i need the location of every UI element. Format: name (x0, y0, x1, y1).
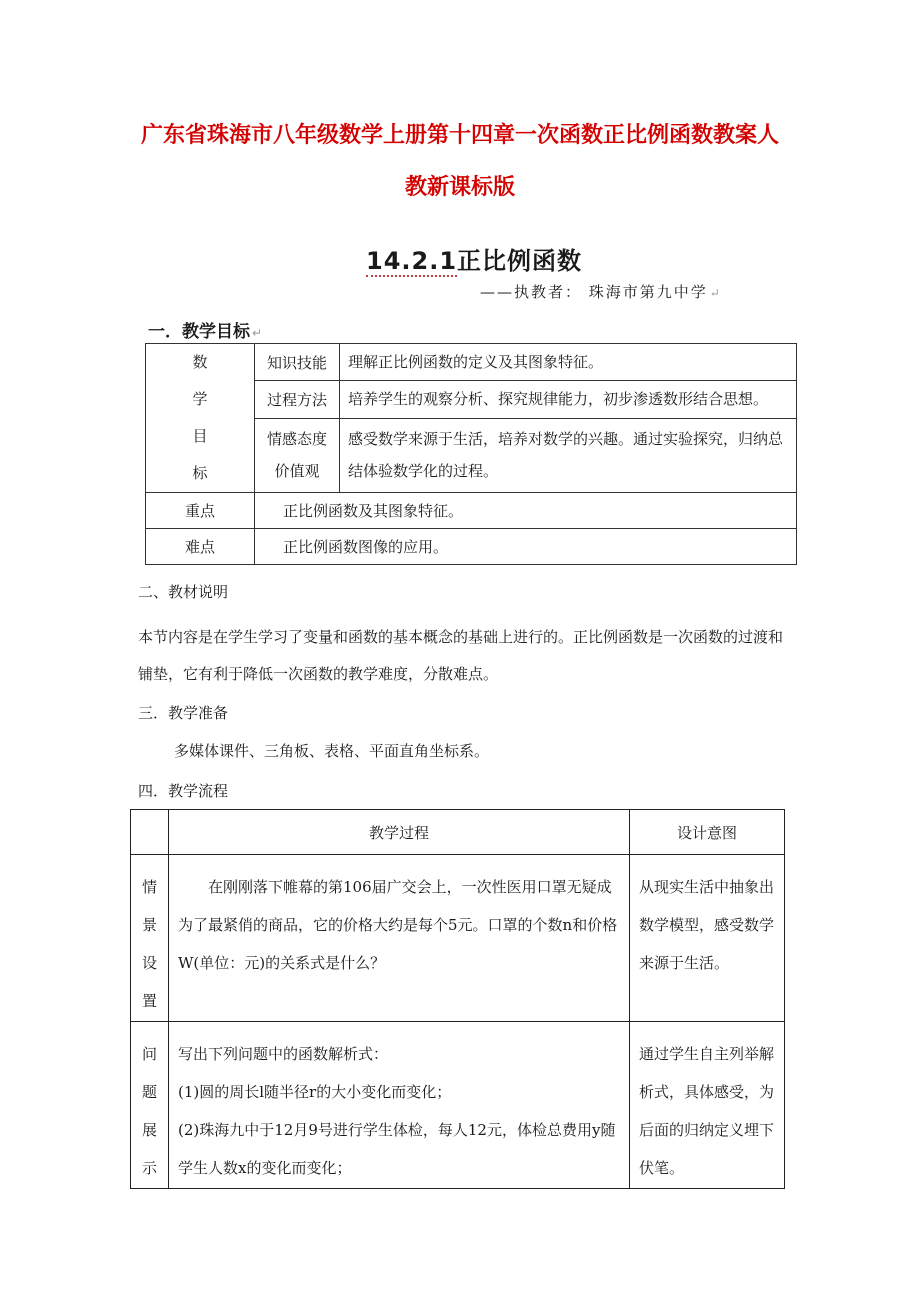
return-mark-icon: ↵ (252, 326, 263, 340)
goal-content-process: 培养学生的观察分析、探究规律能力，初步渗透数形结合思想。 (340, 381, 797, 418)
return-mark-icon: ↵ (709, 286, 722, 300)
difficulty-content: 正比例函数图像的应用。 (255, 529, 797, 565)
table-header-row (131, 810, 785, 855)
key-point-label: 重点 (146, 493, 255, 529)
goals-heading: 一．教学目标 ↵ (148, 322, 263, 342)
stage-cell: 问 题 展 示 (131, 1022, 169, 1189)
goal-type-attitude: 情感态度 价值观 (255, 418, 340, 493)
document-title-line2: 教新课标版 (404, 175, 515, 200)
stage-cell: 情 景 设 置 (131, 855, 169, 1022)
section2-heading: 二、教材说明 (138, 583, 229, 601)
process-cell: 在刚刚落下帷幕的第106届广交会上，一次性医用口罩无疑成为了最紧俏的商品，它的价格大约是每个5元。口罩的个数n和价格W(单位：元)的关系式是什么？ (169, 855, 630, 1022)
header-intent: 设计意图 (630, 810, 785, 855)
section3-text: 多媒体课件、三角板、表格、平面直角坐标系。 (174, 742, 490, 760)
goals-label-cell: 数 学 目 标 (146, 344, 255, 493)
lesson-title (366, 241, 582, 276)
section2-text: 本节内容是在学生学习了变量和函数的基本概念的基础上进行的。正比例函数是一次函数的过渡和铺垫，它有利于降低一次函数的教学难度，分散难点。 (138, 628, 784, 683)
lesson-flow-table (130, 809, 785, 1189)
document-title-line1: 广东省珠海市八年级数学上册第十四章一次函数正比例函数教案人 (140, 123, 779, 148)
table-row (131, 855, 785, 1022)
author-line: ——执教者： 珠海市第九中学 ↵ (480, 283, 722, 301)
goal-type-process: 过程方法 (255, 381, 340, 418)
header-process: 教学过程 (169, 810, 630, 855)
lesson-topic: 正比例函数 (457, 247, 583, 275)
lesson-number: 14.2.1 (366, 247, 458, 275)
goal-content-knowledge: 理解正比例函数的定义及其图象特征。 (340, 344, 797, 381)
header-stage (131, 810, 169, 855)
table-row (131, 1022, 785, 1189)
goal-type-knowledge: 知识技能 (255, 344, 340, 381)
intent-cell: 通过学生自主列举解析式，具体感受，为后面的归纳定义埋下伏笔。 (630, 1022, 785, 1189)
embedded-lesson-image (138, 233, 806, 570)
intent-cell: 从现实生活中抽象出数学模型，感受数学来源于生活。 (630, 855, 785, 1022)
goals-table (145, 343, 797, 565)
section3-heading: 三．教学准备 (138, 704, 229, 722)
difficulty-label: 难点 (146, 529, 255, 565)
goal-content-attitude: 感受数学来源于生活，培养对数学的兴趣。通过实验探究，归纳总结体验数学化的过程。 (340, 418, 797, 493)
process-cell: 写出下列问题中的函数解析式： (1)圆的周长l随半径r的大小变化而变化； (2)珠海九中于12月9号进行学生体检，每人12元，体检总费用y随学生人数x的变化而变化； (169, 1022, 630, 1189)
section4-heading: 四．教学流程 (138, 782, 229, 800)
key-point-content: 正比例函数及其图象特征。 (255, 493, 797, 529)
